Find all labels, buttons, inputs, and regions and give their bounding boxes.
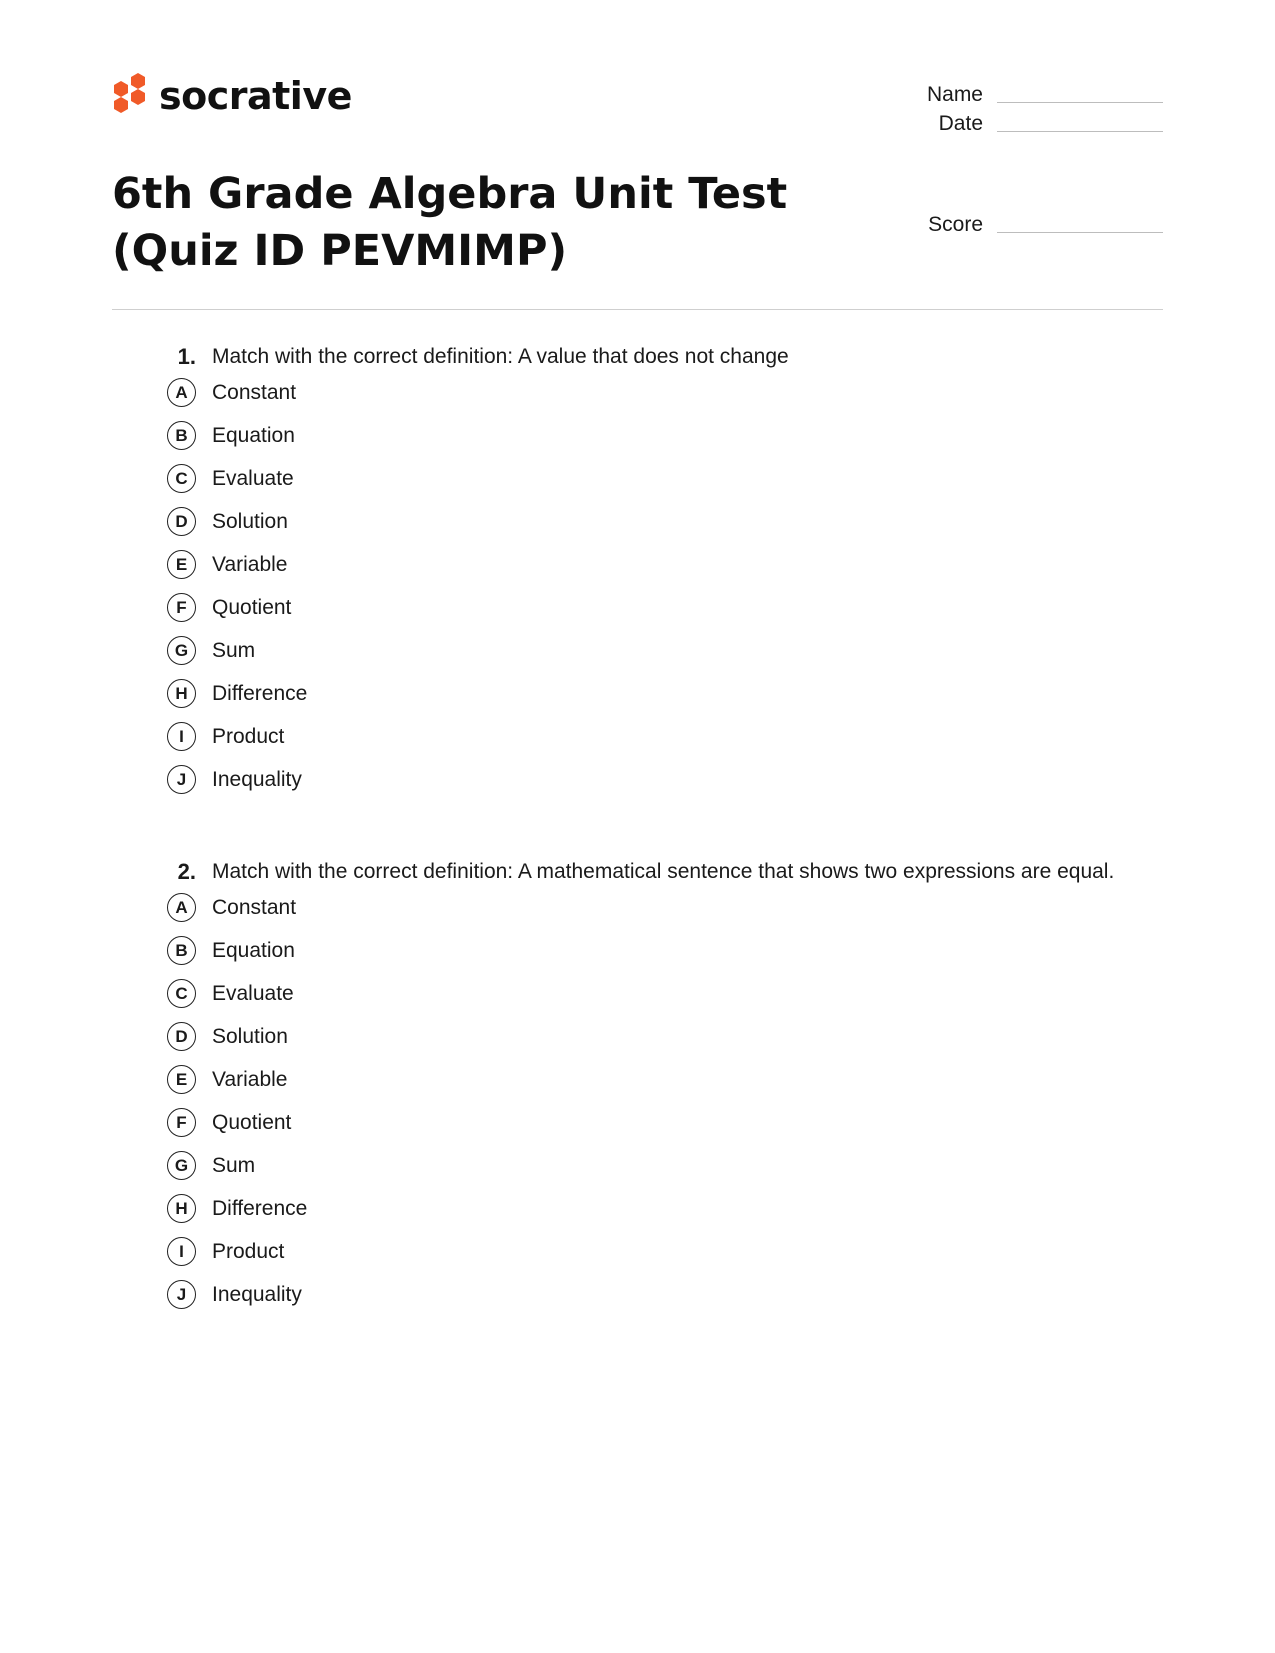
date-field xyxy=(903,105,1163,134)
name-line[interactable] xyxy=(997,102,1163,103)
option-letter-bubble[interactable]: F xyxy=(167,1108,196,1137)
question-1-header xyxy=(0,342,1132,371)
option-letter-bubble[interactable]: E xyxy=(167,1065,196,1094)
option-label: Sum xyxy=(212,1154,256,1177)
option-label: Equation xyxy=(212,939,295,962)
question-2-options xyxy=(0,886,1275,1316)
option-letter-bubble[interactable]: A xyxy=(167,893,196,922)
score-line[interactable] xyxy=(997,232,1163,233)
socrative-logo xyxy=(112,72,352,120)
option-label: Evaluate xyxy=(212,467,294,490)
option-letter-bubble[interactable]: H xyxy=(167,679,196,708)
answer-option[interactable] xyxy=(0,886,1275,929)
answer-option[interactable] xyxy=(0,1101,1275,1144)
option-label: Constant xyxy=(212,896,297,919)
option-letter-bubble[interactable]: A xyxy=(167,378,196,407)
option-label: Difference xyxy=(212,682,308,705)
answer-option[interactable] xyxy=(0,758,1275,801)
option-label: Solution xyxy=(212,510,288,533)
answer-option[interactable] xyxy=(0,715,1275,758)
answer-option[interactable] xyxy=(0,586,1275,629)
score-field xyxy=(903,206,1163,235)
answer-option[interactable] xyxy=(0,1144,1275,1187)
answer-option[interactable] xyxy=(0,543,1275,586)
answer-option[interactable] xyxy=(0,629,1275,672)
answer-option[interactable] xyxy=(0,457,1275,500)
option-label: Product xyxy=(212,725,285,748)
student-fields xyxy=(903,76,1163,235)
question-1-options xyxy=(0,371,1275,801)
option-letter-bubble[interactable]: C xyxy=(167,979,196,1008)
option-letter-bubble[interactable]: G xyxy=(167,1151,196,1180)
answer-option[interactable] xyxy=(0,414,1275,457)
option-label: Difference xyxy=(212,1197,308,1220)
question-1-number: 1. xyxy=(177,344,196,369)
answer-option[interactable] xyxy=(0,1187,1275,1230)
answer-option[interactable] xyxy=(0,1058,1275,1101)
question-2 xyxy=(0,857,1275,1316)
answer-option[interactable] xyxy=(0,371,1275,414)
title-line-1: 6th Grade Algebra Unit Test xyxy=(112,169,788,219)
option-letter-bubble[interactable]: B xyxy=(167,421,196,450)
option-label: Quotient xyxy=(212,1111,292,1134)
answer-option[interactable] xyxy=(0,1273,1275,1316)
page-title xyxy=(112,166,832,280)
date-label: Date xyxy=(938,112,983,135)
option-label: Inequality xyxy=(212,768,302,791)
option-letter-bubble[interactable]: J xyxy=(167,765,196,794)
option-letter-bubble[interactable]: J xyxy=(167,1280,196,1309)
option-label: Product xyxy=(212,1240,285,1263)
logo-hex-top xyxy=(131,73,145,89)
name-field xyxy=(903,76,1163,105)
answer-option[interactable] xyxy=(0,929,1275,972)
date-line[interactable] xyxy=(997,131,1163,132)
title-line-2: (Quiz ID PEVMIMP) xyxy=(112,226,568,276)
logo-hex-right xyxy=(131,89,145,105)
option-letter-bubble[interactable]: D xyxy=(167,507,196,536)
answer-option[interactable] xyxy=(0,972,1275,1015)
option-label: Quotient xyxy=(212,596,292,619)
option-label: Evaluate xyxy=(212,982,294,1005)
question-2-number: 2. xyxy=(177,859,196,884)
question-1-text: Match with the correct definition: A value that does not change xyxy=(212,345,789,368)
brand-name: socrative xyxy=(159,74,352,118)
option-label: Variable xyxy=(212,553,288,576)
option-label: Equation xyxy=(212,424,295,447)
option-label: Solution xyxy=(212,1025,288,1048)
answer-option[interactable] xyxy=(0,672,1275,715)
logo-hex-left xyxy=(114,81,128,97)
option-letter-bubble[interactable]: I xyxy=(167,1237,196,1266)
answer-option[interactable] xyxy=(0,1230,1275,1273)
answer-option[interactable] xyxy=(0,1015,1275,1058)
option-label: Inequality xyxy=(212,1283,302,1306)
logo-hex-bottom xyxy=(114,97,128,113)
answer-option[interactable] xyxy=(0,500,1275,543)
option-letter-bubble[interactable]: C xyxy=(167,464,196,493)
question-2-text: Match with the correct definition: A mathematical sentence that shows two expressions are equal. xyxy=(212,860,1115,883)
option-label: Constant xyxy=(212,381,297,404)
option-letter-bubble[interactable]: G xyxy=(167,636,196,665)
option-label: Sum xyxy=(212,639,256,662)
header-divider xyxy=(112,309,1163,310)
option-letter-bubble[interactable]: D xyxy=(167,1022,196,1051)
option-letter-bubble[interactable]: H xyxy=(167,1194,196,1223)
score-label: Score xyxy=(928,213,983,236)
option-letter-bubble[interactable]: F xyxy=(167,593,196,622)
question-2-header xyxy=(0,857,1132,886)
hexagon-cluster-icon xyxy=(112,72,148,120)
option-letter-bubble[interactable]: I xyxy=(167,722,196,751)
option-letter-bubble[interactable]: E xyxy=(167,550,196,579)
option-label: Variable xyxy=(212,1068,288,1091)
question-1 xyxy=(0,342,1275,801)
name-label: Name xyxy=(926,83,983,106)
option-letter-bubble[interactable]: B xyxy=(167,936,196,965)
